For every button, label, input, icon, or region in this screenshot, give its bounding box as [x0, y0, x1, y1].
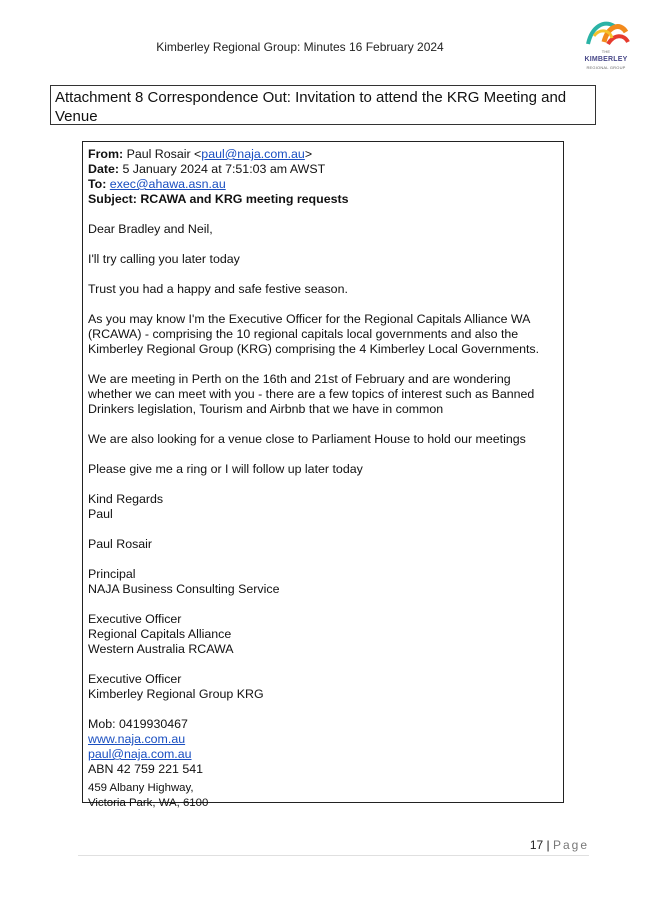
- salutation: Dear Bradley and Neil,: [88, 222, 213, 236]
- postal-address: 459 Albany Highway, Victoria Park, WA, 6100: [88, 782, 209, 809]
- signature-role-2: Executive Officer Regional Capitals Alliance Western Australia RCAWA: [88, 612, 234, 656]
- mobile-number: Mob: 0419930467: [88, 717, 188, 731]
- kimberley-logo: [574, 14, 638, 72]
- paragraph-ring: Please give me a ring or I will follow up later today: [88, 462, 363, 476]
- signature-email-link[interactable]: paul@naja.com.au: [88, 747, 192, 761]
- paragraph-meeting: We are meeting in Perth on the 16th and 21st of February and are wondering whether we can meet with you - there are a few topics of interest such as Banned Drinkers legislation, Tourism and Airbnb that we have in common: [88, 372, 535, 416]
- signature-role-1: Principal NAJA Business Consulting Service: [88, 567, 280, 596]
- email-to-row: To: exec@ahawa.asn.au: [88, 177, 226, 191]
- website-link[interactable]: www.naja.com.au: [88, 732, 186, 746]
- kimberley-logo-mark: [574, 14, 638, 52]
- paragraph-venue: We are also looking for a venue close to Parliament House to hold our meetings: [88, 432, 526, 446]
- email-date-row: Date: 5 January 2024 at 7:51:03 am AWST: [88, 162, 326, 176]
- from-email-link[interactable]: paul@naja.com.au: [201, 147, 305, 161]
- email-screenshot: [82, 141, 564, 809]
- signature-name: Paul Rosair: [88, 537, 153, 551]
- email-body: [88, 147, 558, 811]
- logo-wordmark: THE KIMBERLEY REGIONAL GROUP: [584, 49, 628, 70]
- signature-contact: [88, 717, 558, 777]
- to-email-link[interactable]: exec@ahawa.asn.au: [109, 177, 226, 191]
- attachment-title-box: [50, 85, 596, 125]
- paragraph-intro: As you may know I'm the Executive Officer for the Regional Capitals Alliance WA (RCAWA) - comprising the 10 regional capitals local governments and also the Kimberley Regional Group (KRG) comprising the 4 Kimberley Local Governments.: [88, 312, 540, 356]
- page-number: 17 | Page: [529, 838, 589, 852]
- attachment-title: Attachment 8 Correspondence Out: Invitation to attend the KRG Meeting and Venue: [55, 89, 567, 125]
- abn: ABN 42 759 221 541: [88, 762, 204, 776]
- paragraph-season: Trust you had a happy and safe festive season.: [88, 282, 348, 296]
- email-subject-row: Subject: RCAWA and KRG meeting requests: [88, 192, 349, 206]
- footer-divider: [78, 855, 589, 856]
- signature-role-3: Executive Officer Kimberley Regional Group KRG: [88, 672, 264, 701]
- paragraph-call: I'll try calling you later today: [88, 252, 240, 266]
- signoff-block: Kind Regards Paul: [88, 492, 164, 521]
- page-header-title: Kimberley Regional Group: Minutes 16 February 2024: [156, 40, 444, 54]
- email-from-row: From: Paul Rosair <paul@naja.com.au>: [88, 147, 313, 161]
